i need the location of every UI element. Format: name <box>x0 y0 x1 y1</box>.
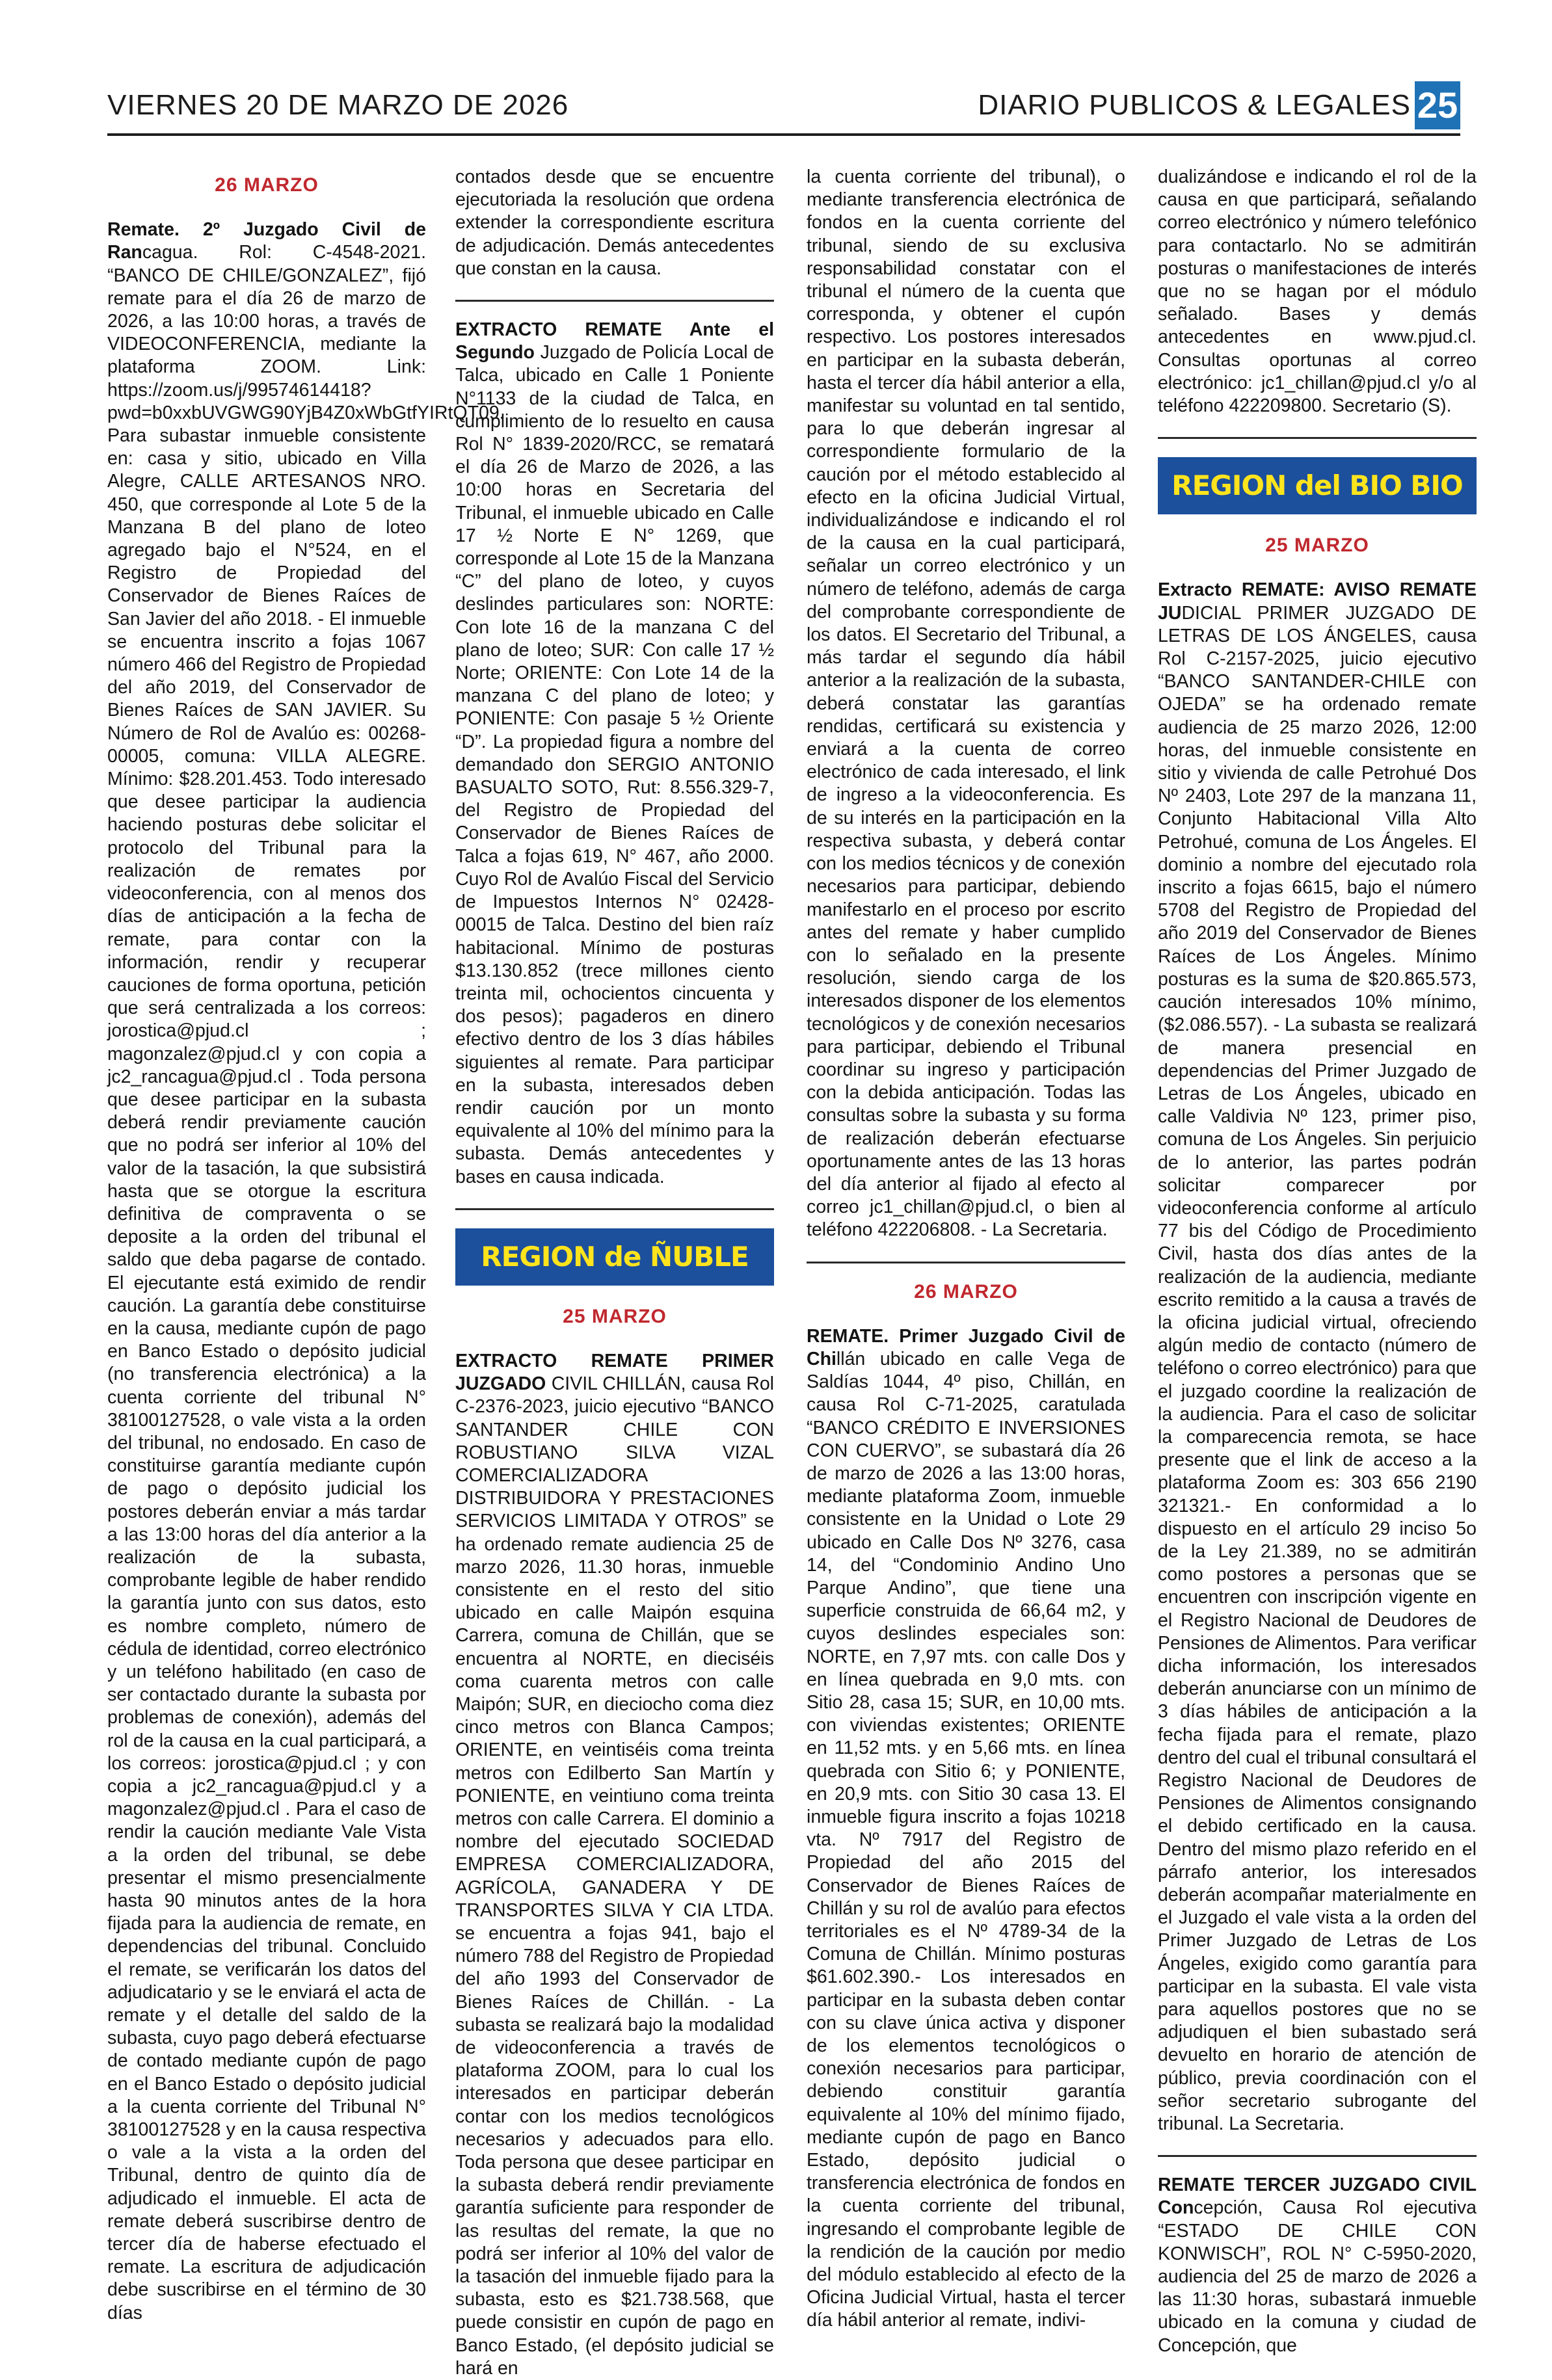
date-heading: 25 MARZO <box>563 1305 667 1327</box>
header-paper-name: DIARIO PUBLICOS & LEGALES <box>978 89 1411 121</box>
notice-continuation: la cuenta corriente del tribunal), o mediante transferencia electrónica de fondos en la cuenta corriente del tribunal, siendo de su exclusiva responsabilidad constatar con el tribunal el número de la cuenta que corresponda, y obtener el cupón respectivo. Los postores interesados en participar en la subasta deberán, hasta el tercer día hábil anterior a ella, manifestar su voluntad en tal sentido, para lo que deberán ingresar al correspondiente formulario de la caución por el método establecido al efecto en la oficina Judicial Virtual, individualizándose e indicando el rol de la causa en la cual participará, señalar un correo electrónico y un número de teléfono, además de carga del comprobante correspondiente de los datos. El Secretario del Tribunal, a más tardar el segundo día hábil anterior a la realización de la subasta, deberá constatar las garantías rendidas, certificará su existencia y enviará a la cuenta de correo electrónico de cada interesado, el link de ingreso a la videoconferencia. Es de su interés en la participación en la respectiva subasta, y deberá contar con los medios técnicos y de conexión necesarios para participar, debiendo manifestarlo en el proceso por escrito antes del remate y haber cumplido con lo señalado en la presente resolución, siendo carga de los interesados disponer de los elementos tecnológicos y de conexión necesarios para participar, debiendo el Tribunal coordinar su ingreso y participación con la debida anticipación. Todas las consultas sobre la subasta y su forma de realización deberán efectuarse oportunamente antes de las 13 horas del día anterior al fijado al efecto al correo jc1_chillan@pjud.cl, o bien al teléfono 422206808. - La Secretaria. <box>807 166 1125 1241</box>
header-date: VIERNES 20 DE MARZO DE 2026 <box>107 89 569 121</box>
notice-body: Juzgado de Policía Local de Talca, ubicado en Calle 1 Poniente N°1133 de la ciudad de Talca, en cumplimiento de lo resuelto en causa Rol N° 1839-2020/RCC, se rematará el día 26 de Marzo de 2026, a las 10:00 horas en Secretaria del Tribunal, el inmueble ubicado en Calle 17 ½ Norte E N° 1269, que corresponde al Lote 15 de la Manzana “C” del plano de loteo, y cuyos deslindes particulares son: NORTE: Con lote 16 de la manzana C del plano de loteo; SUR: Con calle 17 ½ Norte; ORIENTE: Con Lote 14 de la manzana C del plano de loteo; y PONIENTE: Con pasaje 5 ½ Oriente “D”. La propiedad figura a nombre del demandado don SERGIO ANTONIO BASUALTO SOTO, Rut: 8.556.329-7, del Registro de Propiedad del Conservador de Bienes Raíces de Talca a fojas 619, N° 467, año 2000. Cuyo Rol de Avalúo Fiscal del Servicio de Impuestos Internos N° 02428-00015 de Talca. Destino del bien raíz habitacional. Mínimo de posturas $13.130.852 (trece millones ciento treinta mil, ochocientos cincuenta y dos pesos); pagaderos en dinero efectivo dentro de los 3 días hábiles siguientes al remate. Para participar en la subasta, interesados deben rendir caución por un monto equivalente al 10% del mínimo para la subasta. Demás antecedentes y bases en causa indicada. <box>455 342 774 1187</box>
notice-rancagua <box>107 218 505 2325</box>
notice-body: DICIAL PRIMER JUZGADO DE LETRAS DE LOS ÁNGELES, causa Rol C-2157-2025, juicio ejecutivo “BANCO SANTANDER-CHILE con OJEDA” se ha ordenado remate audiencia de 25 marzo 2026, 12:00 horas, del inmueble consistente en sitio y vivienda de calle Petrohué Dos Nº 2403, Lote 297 de la manzana 11, Conjunto Habitacional Villa Alto Petrohué, comuna de Los Ángeles. El dominio a nombre del ejecutado rola inscrito a fojas 6615, bajo el número 5708 del Registro de Propiedad del año 2019 del Conservador de Bienes Raíces de Los Ángeles. Mínimo posturas es la suma de $20.865.573, caución interesados 10% mínimo, ($2.086.557). - La subasta se realizará de manera presencial en dependencias del Primer Juzgado de Letras de Los Ángeles, ubicado en calle Valdivia Nº 123, primer piso, comuna de Los Ángeles. Sin perjuicio de lo anterior, las partes podrán solicitar comparecer por videoconferencia conforme al artículo 77 bis del Código de Procedimiento Civil, hasta dos días antes de la realización de la audiencia, mediante escrito remitido a la causa a través de la oficina judicial virtual, ofreciendo algún medio de contacto (número de teléfono o correo electrónico) para que el juzgado coordine la realización de la audiencia. Para el caso de solicitar la comparecencia remota, se hace presente que el link de acceso a la plataforma Zoom es: 303 656 2190 321321.- En conformidad a lo dispuesto en el artículo 29 inciso 5o de la Ley 21.389, no se admitirán como postores a personas que se encuentren con inscripción vigente en el Registro Nacional de Deudores de Pensiones de Alimentos. Para verificar dicha información, los interesados deberán anunciarse con un mínimo de 3 días hábiles de anticipación a la fecha fijada para el remate, plazo dentro del cual el tribunal consultará el Registro Nacional de Deudores de Pensiones de Alimentos consignando el debido certificado en la causa. Dentro del mismo plazo referido en el párrafo anterior, los interesados deberán acompañar materialmente en el Juzgado el vale vista a la orden del Primer Juzgado de Letras de Los Ángeles, exigido como garantía para participar en la subasta. El vale vista para aquellos postores que no se adjudiquen el bien subastado será devuelto en horario de atención de público, previa coordinación con el señor secretario subrogante del tribunal. La Secretaria. <box>1158 602 1477 2135</box>
column-4 <box>1158 166 1477 2356</box>
notice-chillan-1 <box>455 1350 774 2380</box>
column-1 <box>107 166 505 2323</box>
notice-body: cagua. Rol: C-4548-2021. “BANCO DE CHILE/GONZALEZ”, fijó remate para el día 26 de marzo de 2026, a las 10:00 horas, a través de VIDEOCONFERENCIA, mediante la plataforma ZOOM. Link: https://zoom.us/j/99574614418? pwd=b0xxbUVGWG90YjB4Z0xWbGtfYIRtQT09. Para subastar inmueble consistente en: casa y sitio, ubicado en Villa Alegre, CALLE ARTESANOS NRO. 450, que corresponde al Lote 5 de la Manzana B del plano de loteo agregado bajo el N°524, en el Registro de Propiedad del Conservador de Bienes Raíces de San Javier del año 2018. - El inmueble se encuentra inscrito a fojas 1067 número 466 del Registro de Propiedad del año 2019, del Conservador de Bienes Raíces de SAN JAVIER. Su Número de Rol de Avalúo es: 00268-00005, comuna: VILLA ALEGRE. Mínimo: $28.201.453. Todo interesado que desee participar la audiencia haciendo posturas debe solicitar el protocolo del Tribunal para la realización de remates por videoconferencia, con al menos dos días de anticipación a la fecha de remate, para contar con la información, rendir y recuperar cauciones de forma oportuna, petición que será centralizada a los correos: jorostica@pjud.cl ; magonzalez@pjud.cl y con copia a jc2_rancagua@pjud.cl . Toda persona que desee participar en la subasta deberá rendir previamente caución que no podrá ser inferior al 10% del valor de la tasación, la que subsistirá hasta que se otorgue la escritura definitiva de compraventa o se deposite a la orden del tribunal el saldo que deba pagarse de contado. El ejecutante está eximido de rendir caución. La garantía debe constituirse en la causa, mediante cupón de pago en Banco Estado o depósito judicial (no transferencia electrónica) a la cuenta corriente del tribunal N° 38100127528, o vale vista a la orden del tribunal, no endosado. En caso de constituirse garantía mediante cupón de pago o depósito judicial los postores deberán enviar a más tardar a las 13:00 horas del día anterior a la realización de la subasta, comprobante legible de haber rendido la garantía junto con sus datos, esto es nombre completo, número de cédula de identidad, correo electrónico y un teléfono habilitado (en caso de ser contactado durante la subasta por problemas de conexión), además del rol de la causa en la cual participará, a los correos: jorostica@pjud.cl ; y con copia a jc2_rancagua@pjud.cl y a magonzalez@pjud.cl . Para el caso de rendir la caución mediante Vale Vista a la orden del tribunal, se debe presentar el mismo presencialmente hasta 90 minutos antes de la hora fijada para la audiencia de remate, en dependencias del tribunal. Concluido el remate, se verificarán los datos del adjudicatario y se le enviará el acta de remate y el detalle del saldo de la subasta, cuyo pago deberá efectuarse de contado mediante cupón de pago en el Banco Estado o depósito judicial a la cuenta corriente del Tribunal N° 38100127528 y en la causa respectiva o vale a la vista a la orden del Tribunal, dentro de quinto día de adjudicado el inmueble. El acta de remate deberá suscribirse dentro de tercer día de haberse efectuado el remate. La escritura de adjudicación debe suscribirse en el término de 30 días <box>107 242 505 2323</box>
divider <box>1158 437 1477 439</box>
page-header <box>107 81 1460 136</box>
divider <box>807 1262 1125 1263</box>
divider <box>1158 2155 1477 2157</box>
date-heading: 26 MARZO <box>914 1280 1018 1302</box>
notice-lead: REMATE. Primer Juzgado Civil de Chi <box>807 1325 1125 1369</box>
notice-lead: Extracto REMATE: AVISO REMATE JU <box>1158 579 1477 624</box>
column-3 <box>807 166 1125 2331</box>
notice-lead: REMATE TERCER JUZGADO CIVIL Con <box>1158 2175 1477 2219</box>
page-number-badge: 25 <box>1415 81 1460 129</box>
column-2 <box>455 166 774 2379</box>
date-heading: 25 MARZO <box>1265 535 1369 557</box>
notice-lead: EXTRACTO REMATE PRIMER JUZGADO <box>455 1350 774 1395</box>
notice-chillan-2 <box>807 1325 1125 2333</box>
notice-continuation: contados desde que se encuentre ejecutoriada la resolución que ordena extender la correspondiente escritura de adjudicación. Demás antecedentes que constan en la causa. <box>455 166 774 279</box>
region-banner-nuble: REGION de ÑUBLE <box>455 1228 774 1286</box>
notice-body: llán ubicado en calle Vega de Saldías 1044, 4º piso, Chillán, en causa Rol C-71-2025, caratulada “BANCO CRÉDITO E INVERSIONES CON CUERVO”, se subastará día 26 de marzo de 2026 a las 13:00 horas, mediante plataforma Zoom, inmueble consistente en la Unidad o Lote 29 ubicado en Calle Dos Nº 3276, casa 14, del “Condominio Andino Uno Parque Andino”, que tiene una superficie construida de 66,64 m2, y cuyos deslindes especiales son: NORTE, en 7,97 mts. con calle Dos y en línea quebrada en 9,0 mts. con Sitio 28, casa 15; SUR, en 10,00 mts. con viviendas existentes; ORIENTE en 11,52 mts. y en 5,66 mts. en línea quebrada con Sitio 6; y PONIENTE, en 20,9 mts. con Sitio 30 casa 13. El inmueble figura inscrito a fojas 10218 vta. Nº 7917 del Registro de Propiedad del año 2015 del Conservador de Bienes Raíces de Chillán y su rol de avalúo para efectos territoriales es el Nº 4789-34 de la Comuna de Chillán. Mínimo posturas $61.602.390.- Los interesados en participar en la subasta deben contar con su clave única activa y disponer de los elementos tecnológicos o conexión necesarios para participar, debiendo constituir garantía equivalente al 10% del mínimo fijado, mediante cupón de pago en Banco Estado, depósito judicial o transferencia electrónica de fondos en la cuenta corriente del tribunal, ingresando el comprobante legible de la rendición de la caución por medio del módulo establecido al efecto de la Oficina Judicial Virtual, hasta el tercer día hábil anterior al remate, indivi- <box>807 1348 1125 2331</box>
notice-body: CIVIL CHILLÁN, causa Rol C-2376-2023, juicio ejecutivo “BANCO SANTANDER CHILE CON ROBUSTIANO SILVA VIZAL COMERCIALIZADORA DISTRIBUIDORA Y PRESTACIONES SERVICIOS LIMITADA Y OTROS” se ha ordenado remate audiencia 25 de marzo 2026, 11.30 horas, inmueble consistente en el resto del sitio ubicado en calle Maipón esquina Carrera, comuna de Chillán, que se encuentra al NORTE, en dieciséis coma cuarenta metros con calle Maipón; SUR, en dieciocho coma diez cinco metros con Blanca Campos; ORIENTE, en veintiséis coma treinta metros con Edilberto San Martín y PONIENTE, en veintiuno coma treinta metros con calle Carrera. El dominio a nombre del ejecutado SOCIEDAD EMPRESA COMERCIALIZADORA, AGRÍCOLA, GANADERA Y DE TRANSPORTES SILVA Y CIA LTDA. se encuentra a fojas 941, bajo el número 788 del Registro de Propiedad del año 1993 del Conservador de Bienes Raíces de Chillán. - La subasta se realizará bajo la modalidad de videoconferencia a través de plataforma ZOOM, para lo cual los interesados en participar deberán contar con los medios tecnológicos necesarios y adecuados para ello. Toda persona que desee participar en la subasta deberá rendir previamente garantía suficiente para responder de las resultas del remate, la que no podrá ser inferior al 10% del valor de la tasación del inmueble fijado para la subasta, esto es $21.738.568, que puede consistir en cupón de pago en Banco Estado, (el depósito judicial se hará en <box>455 1373 774 2379</box>
notice-body: cepción, Causa Rol ejecutiva “ESTADO DE CHILE CON KONWISCH”, ROL N° C-5950-2020, audiencia del 25 de marzo de 2026 a las 11:30 horas, subastará inmueble ubicado en la comuna y ciudad de Concepción, que <box>1158 2197 1477 2356</box>
divider <box>455 300 774 302</box>
date-heading: 26 MARZO <box>215 174 319 196</box>
notice-concepcion <box>1158 2174 1477 2357</box>
notice-lead: EXTRACTO REMATE Ante el Segundo <box>455 319 774 364</box>
notice-talca <box>455 319 774 1189</box>
notice-lead: Remate. 2º Juzgado Civil de Ran <box>107 219 426 263</box>
notice-los-angeles <box>1158 579 1477 2135</box>
divider <box>455 1208 774 1210</box>
notice-continuation: dualizándose e indicando el rol de la causa en que participará, señalando correo electrónico y número telefónico para contactarlo. No se admitirán posturas o manifestaciones de interés que no se hagan por el módulo señalado. Bases y demás antecedentes en www.pjud.cl. Consultas oportunas al correo electrónico: jc1_chillan@pjud.cl y/o al teléfono 422209800. Secretario (S). <box>1158 166 1477 417</box>
region-banner-biobio: REGION del BIO BIO <box>1158 457 1477 514</box>
